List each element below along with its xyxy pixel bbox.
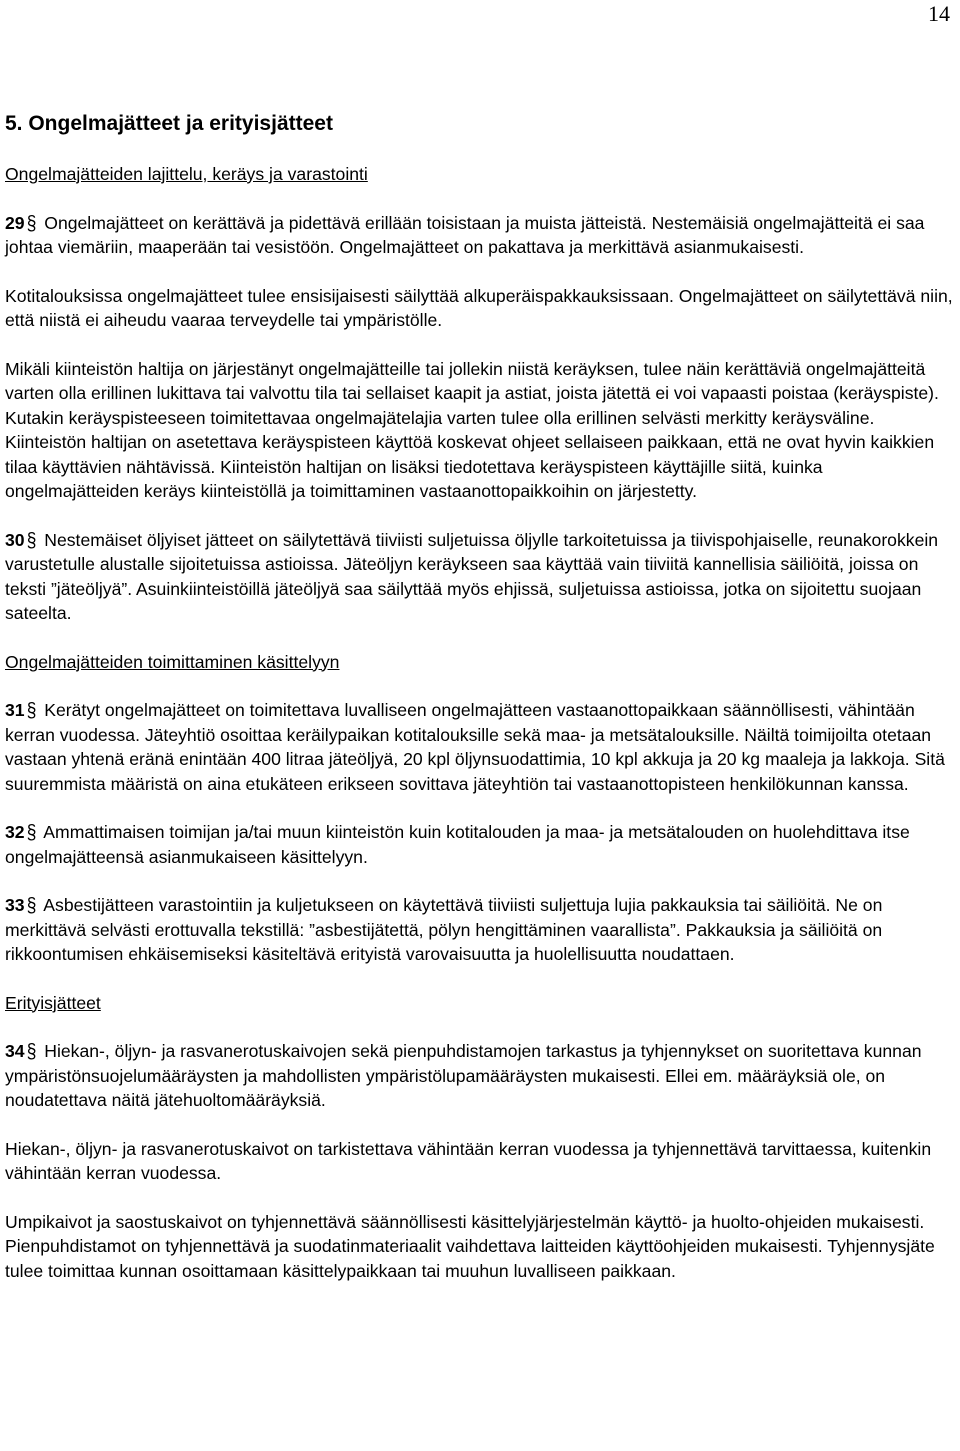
section-sign: § xyxy=(26,820,37,844)
section-sign: § xyxy=(26,893,37,917)
section-sign: § xyxy=(26,1039,37,1063)
paragraph: Kotitalouksissa ongelmajätteet tulee ensisijaisesti säilyttää alkuperäispakkauksissaan. Ongelmajätteet on säilytettävä niin, että niistä ei aiheudu vaaraa terveydelle tai ympäristölle. xyxy=(5,285,953,330)
paragraph-33 xyxy=(5,893,953,967)
section-sign: § xyxy=(26,527,37,552)
section-number: 34 xyxy=(5,1041,25,1061)
paragraph-31 xyxy=(5,698,953,796)
chapter-title: 5. Ongelmajätteet ja erityisjätteet xyxy=(5,112,333,135)
section-number: 29 xyxy=(5,212,25,233)
paragraph: Mikäli kiinteistön haltija on järjestänyt ongelmajätteille tai jollekin niistä keräyksen, tulee näin kerättäviä ongelmajätteitä varten olla erillinen lukittava tai valvottu tila tai sellaiset kaapit ja astiat, joista jätettä ei voi vapaasti poistaa (keräyspiste). Kutakin keräyspisteeseen toimitettavaa ongelmajätelajia varten tulee olla erillinen selvästi merkitty keräysväline. Kiinteistön haltijan on asetettava keräyspisteen käyttöä koskevat ohjeet sellaiseen paikkaan, että ne ovat hyvin kaikkien tilaa käyttävien nähtävissä. Kiinteistön haltijan on lisäksi tiedotettava keräyspisteen käyttäjille siitä, kuinka ongelmajätteiden keräys kiinteistöllä ja toimittaminen vastaanottopaikkoihin on järjestetty. xyxy=(5,358,939,501)
section-number: 31 xyxy=(5,700,25,720)
paragraph-text: Ammattimaisen toimijan ja/tai muun kiinteistön kuin kotitalouden ja maa- ja metsätalouden on huolehdittava itse ongelmajätteensä asianmukaiseen käsittelyyn. xyxy=(5,822,910,867)
section-number: 33 xyxy=(5,895,25,915)
paragraph-34 xyxy=(5,1039,953,1113)
paragraph-text: Asbestijätteen varastointiin ja kuljetukseen on käytettävä tiiviisti suljettuja lujia pakkauksia tai säiliöitä. Ne on merkittävä selvästi erottuvalla tekstillä: ”asbestijätettä, pölyn hengittäminen vaarallista”. Pakkauksia ja säiliöitä on rikkoontumisen ehkäisemiseksi käsiteltävä erityistä varovaisuutta ja huolellisuutta noudattaen. xyxy=(5,895,883,964)
paragraph-32 xyxy=(5,820,953,869)
paragraph-text: Nestemäiset öljyiset jätteet on säilytettävä tiiviisti suljetuissa öljylle tarkoitetuissa ja tiivispohjaiselle, reunakorokkein varustetulle alustalle sijoitetuissa astioissa. Jäteöljyn keräykseen saa käyttää vain tiiviitä kannellisia säiliöitä, joissa on teksti ”jäteöljyä”. Asuinkiinteistöillä jäteöljyä saa säilyttää myös ehjissä, suljetuissa astioissa, jotka on sijoitettu suojaan sateelta. xyxy=(5,529,939,623)
section-sign: § xyxy=(26,698,37,722)
document-body xyxy=(5,110,953,1283)
paragraph-text: Kerätyt ongelmajätteet on toimitettava luvalliseen ongelmajätteen vastaanottopaikkaan säännöllisesti, vähintään kerran vuodessa. Jäteyhtiö osoittaa keräilypaikan kotitalouksille sekä maa- ja metsätalouksille. Näiltä toimijoilta otetaan vastaan yhtenä eränä enintään 400 litraa jäteöljyä, 20 kpl öljynsuodattimia, 10 kpl akkuja ja 20 kg maaleja ja lakkoja. Sitä suuremmista määristä on aina etukäteen erikseen sovittava jäteyhtiön tai vastaanottopisteen henkilökunnan kanssa. xyxy=(5,700,945,794)
section-number: 32 xyxy=(5,822,25,842)
section-heading: Ongelmajätteiden toimittaminen käsittelyyn xyxy=(5,651,340,672)
section-sign: § xyxy=(26,210,37,235)
paragraph: Hiekan-, öljyn- ja rasvanerotuskaivot on tarkistettava vähintään kerran vuodessa ja tyhjennettävä tarvittaessa, kuitenkin vähintään kerran vuodessa. xyxy=(5,1138,932,1183)
section-heading: Ongelmajätteiden lajittelu, keräys ja varastointi xyxy=(5,164,368,184)
paragraph-text: Hiekan-, öljyn- ja rasvanerotuskaivojen sekä pienpuhdistamojen tarkastus ja tyhjennykset on suoritettava kunnan ympäristönsuojelumääräysten ja mahdollisten ympäristölupamääräysten mukaisesti. Ellei em. määräyksiä ole, on noudatettava näitä jätehuoltomääräyksiä. xyxy=(5,1041,922,1110)
paragraph-29 xyxy=(5,211,953,260)
paragraph-30 xyxy=(5,528,953,626)
page-number: 14 xyxy=(928,1,950,26)
section-heading: Erityisjätteet xyxy=(5,992,101,1013)
paragraph: Umpikaivot ja saostuskaivot on tyhjennettävä säännöllisesti käsittelyjärjestelmän käyttö- ja huolto-ohjeiden mukaisesti. Pienpuhdistamot on tyhjennettävä ja suodatinmateriaalit vaihdettava laitteiden käyttöohjeiden mukaisesti. Tyhjennysjäte tulee toimittaa kunnan osoittamaan käsittelypaikkaan tai muuhun luvalliseen paikkaan. xyxy=(5,1211,935,1281)
paragraph-text: Ongelmajätteet on kerättävä ja pidettävä erillään toisistaan ja muista jätteistä. Nestemäisiä ongelmajätteitä ei saa johtaa viemäriin, maaperään tai vesistöön. Ongelmajätteet on pakattava ja merkittävä asianmukaisesti. xyxy=(5,212,925,257)
section-number: 30 xyxy=(5,529,25,550)
